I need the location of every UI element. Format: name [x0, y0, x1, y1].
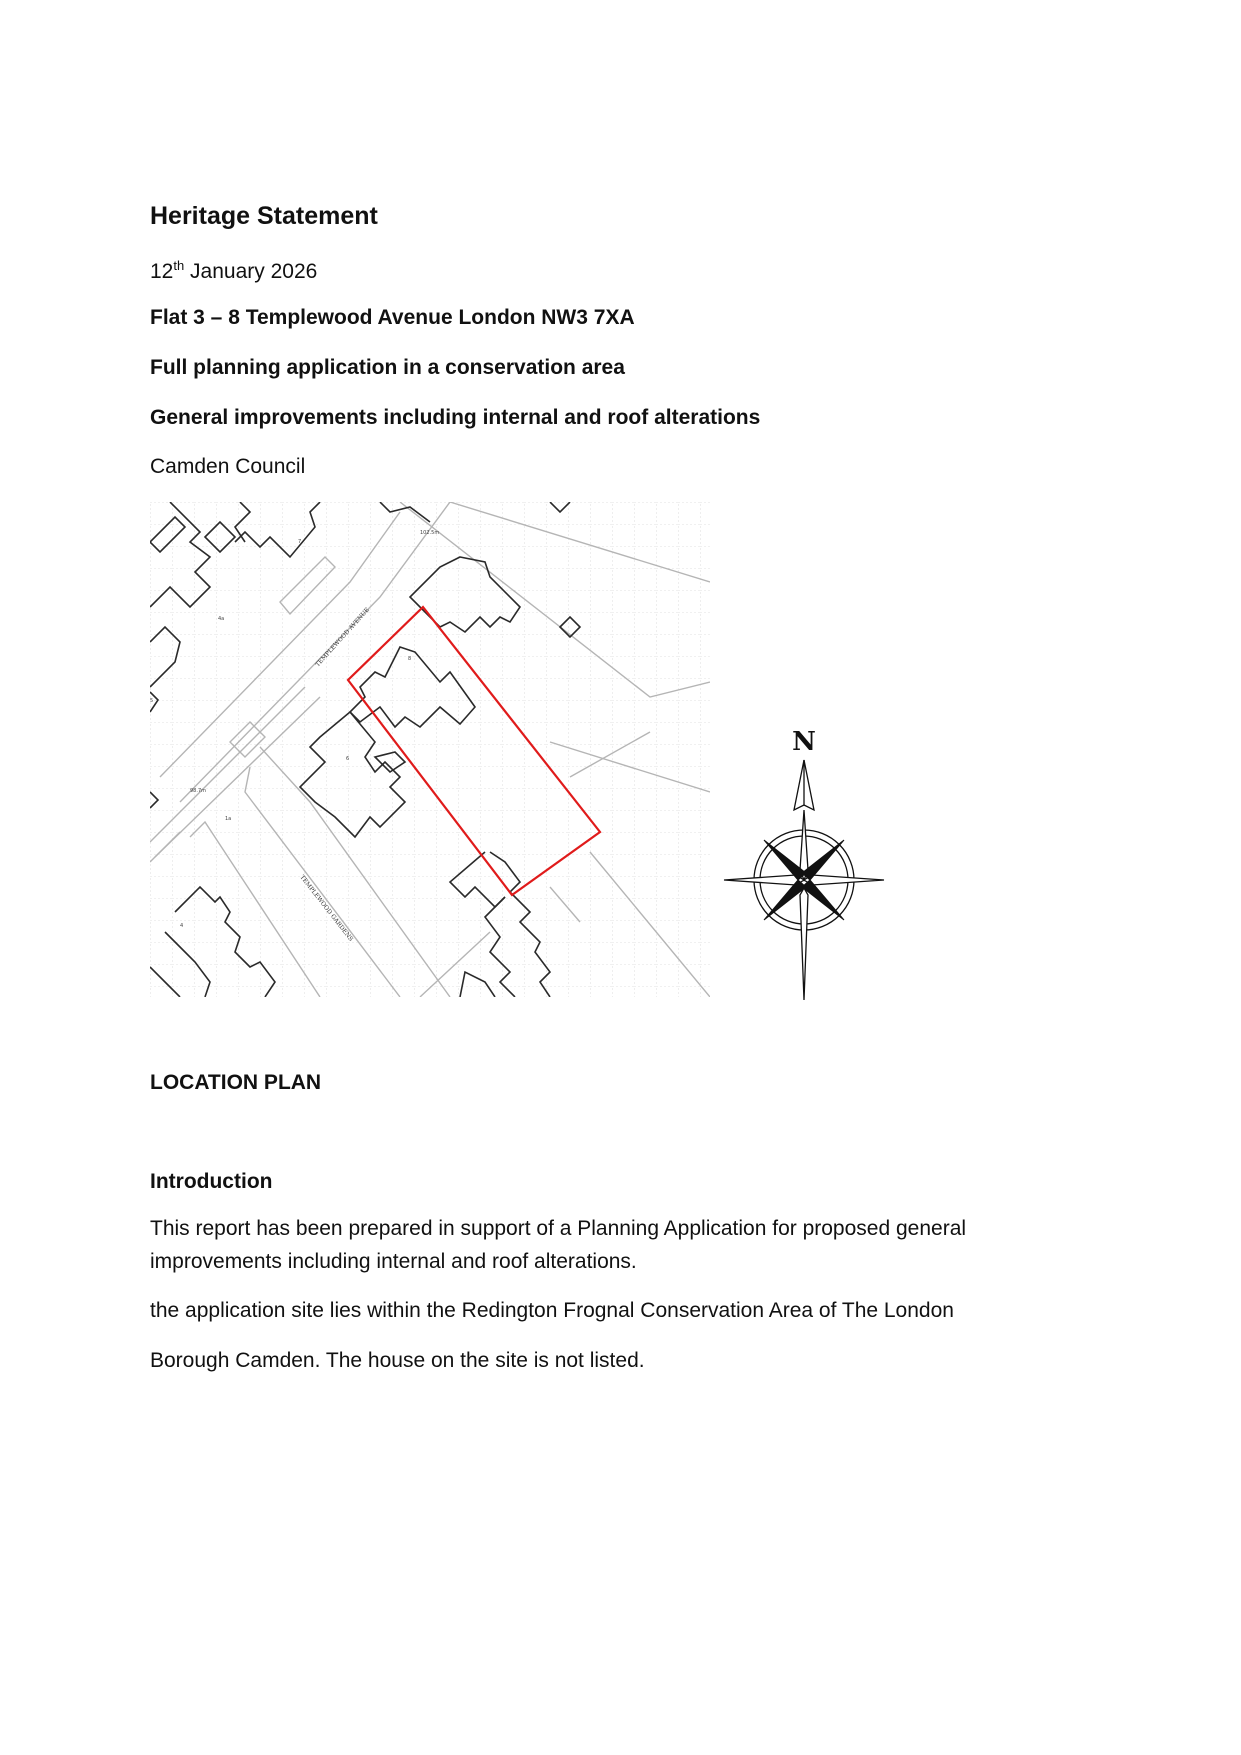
svg-text:4a: 4a [218, 616, 225, 622]
date-month-year: January 2026 [184, 260, 318, 283]
svg-text:8: 8 [408, 656, 412, 662]
date-day: 12 [150, 260, 174, 283]
site-address: Flat 3 – 8 Templewood Avenue London NW3 7XA [150, 306, 635, 329]
compass-west-point [724, 875, 804, 885]
date-suffix: th [173, 258, 185, 273]
compass-east-point [804, 875, 884, 885]
page-title: Heritage Statement [150, 202, 378, 230]
svg-text:98.7m: 98.7m [190, 788, 207, 794]
svg-text:102.5m: 102.5m [420, 530, 440, 536]
application-type: Full planning application in a conservation area [150, 356, 625, 379]
document-date [150, 258, 317, 284]
compass-south-point [800, 888, 808, 1000]
svg-text:1a: 1a [225, 816, 232, 822]
introduction-heading: Introduction [150, 1170, 273, 1193]
compass-north-label: N [792, 727, 816, 757]
svg-text:6: 6 [346, 756, 350, 762]
street-label-templewood-gardens: TEMPLEWOOD GARDENS [298, 873, 355, 943]
location-plan-map [150, 502, 710, 997]
proposal-description: General improvements including internal and roof alterations [150, 406, 761, 429]
location-plan-caption: LOCATION PLAN [150, 1071, 322, 1094]
introduction-paragraph-2: the application site lies within the Redington Frognal Conservation Area of The London [150, 1299, 954, 1322]
local-authority: Camden Council [150, 455, 306, 478]
north-arrow-compass [714, 720, 894, 1000]
introduction-paragraph-3: Borough Camden. The house on the site is not listed. [150, 1349, 645, 1372]
introduction-paragraph-1: This report has been prepared in support of a Planning Application for proposed general improvements including internal and roof alterations. [150, 1217, 967, 1273]
svg-text:4: 4 [180, 923, 184, 929]
svg-text:5: 5 [150, 698, 154, 704]
svg-text:7: 7 [298, 539, 302, 545]
street-label-templewood-avenue: TEMPLEWOOD AVENUE [314, 606, 372, 669]
